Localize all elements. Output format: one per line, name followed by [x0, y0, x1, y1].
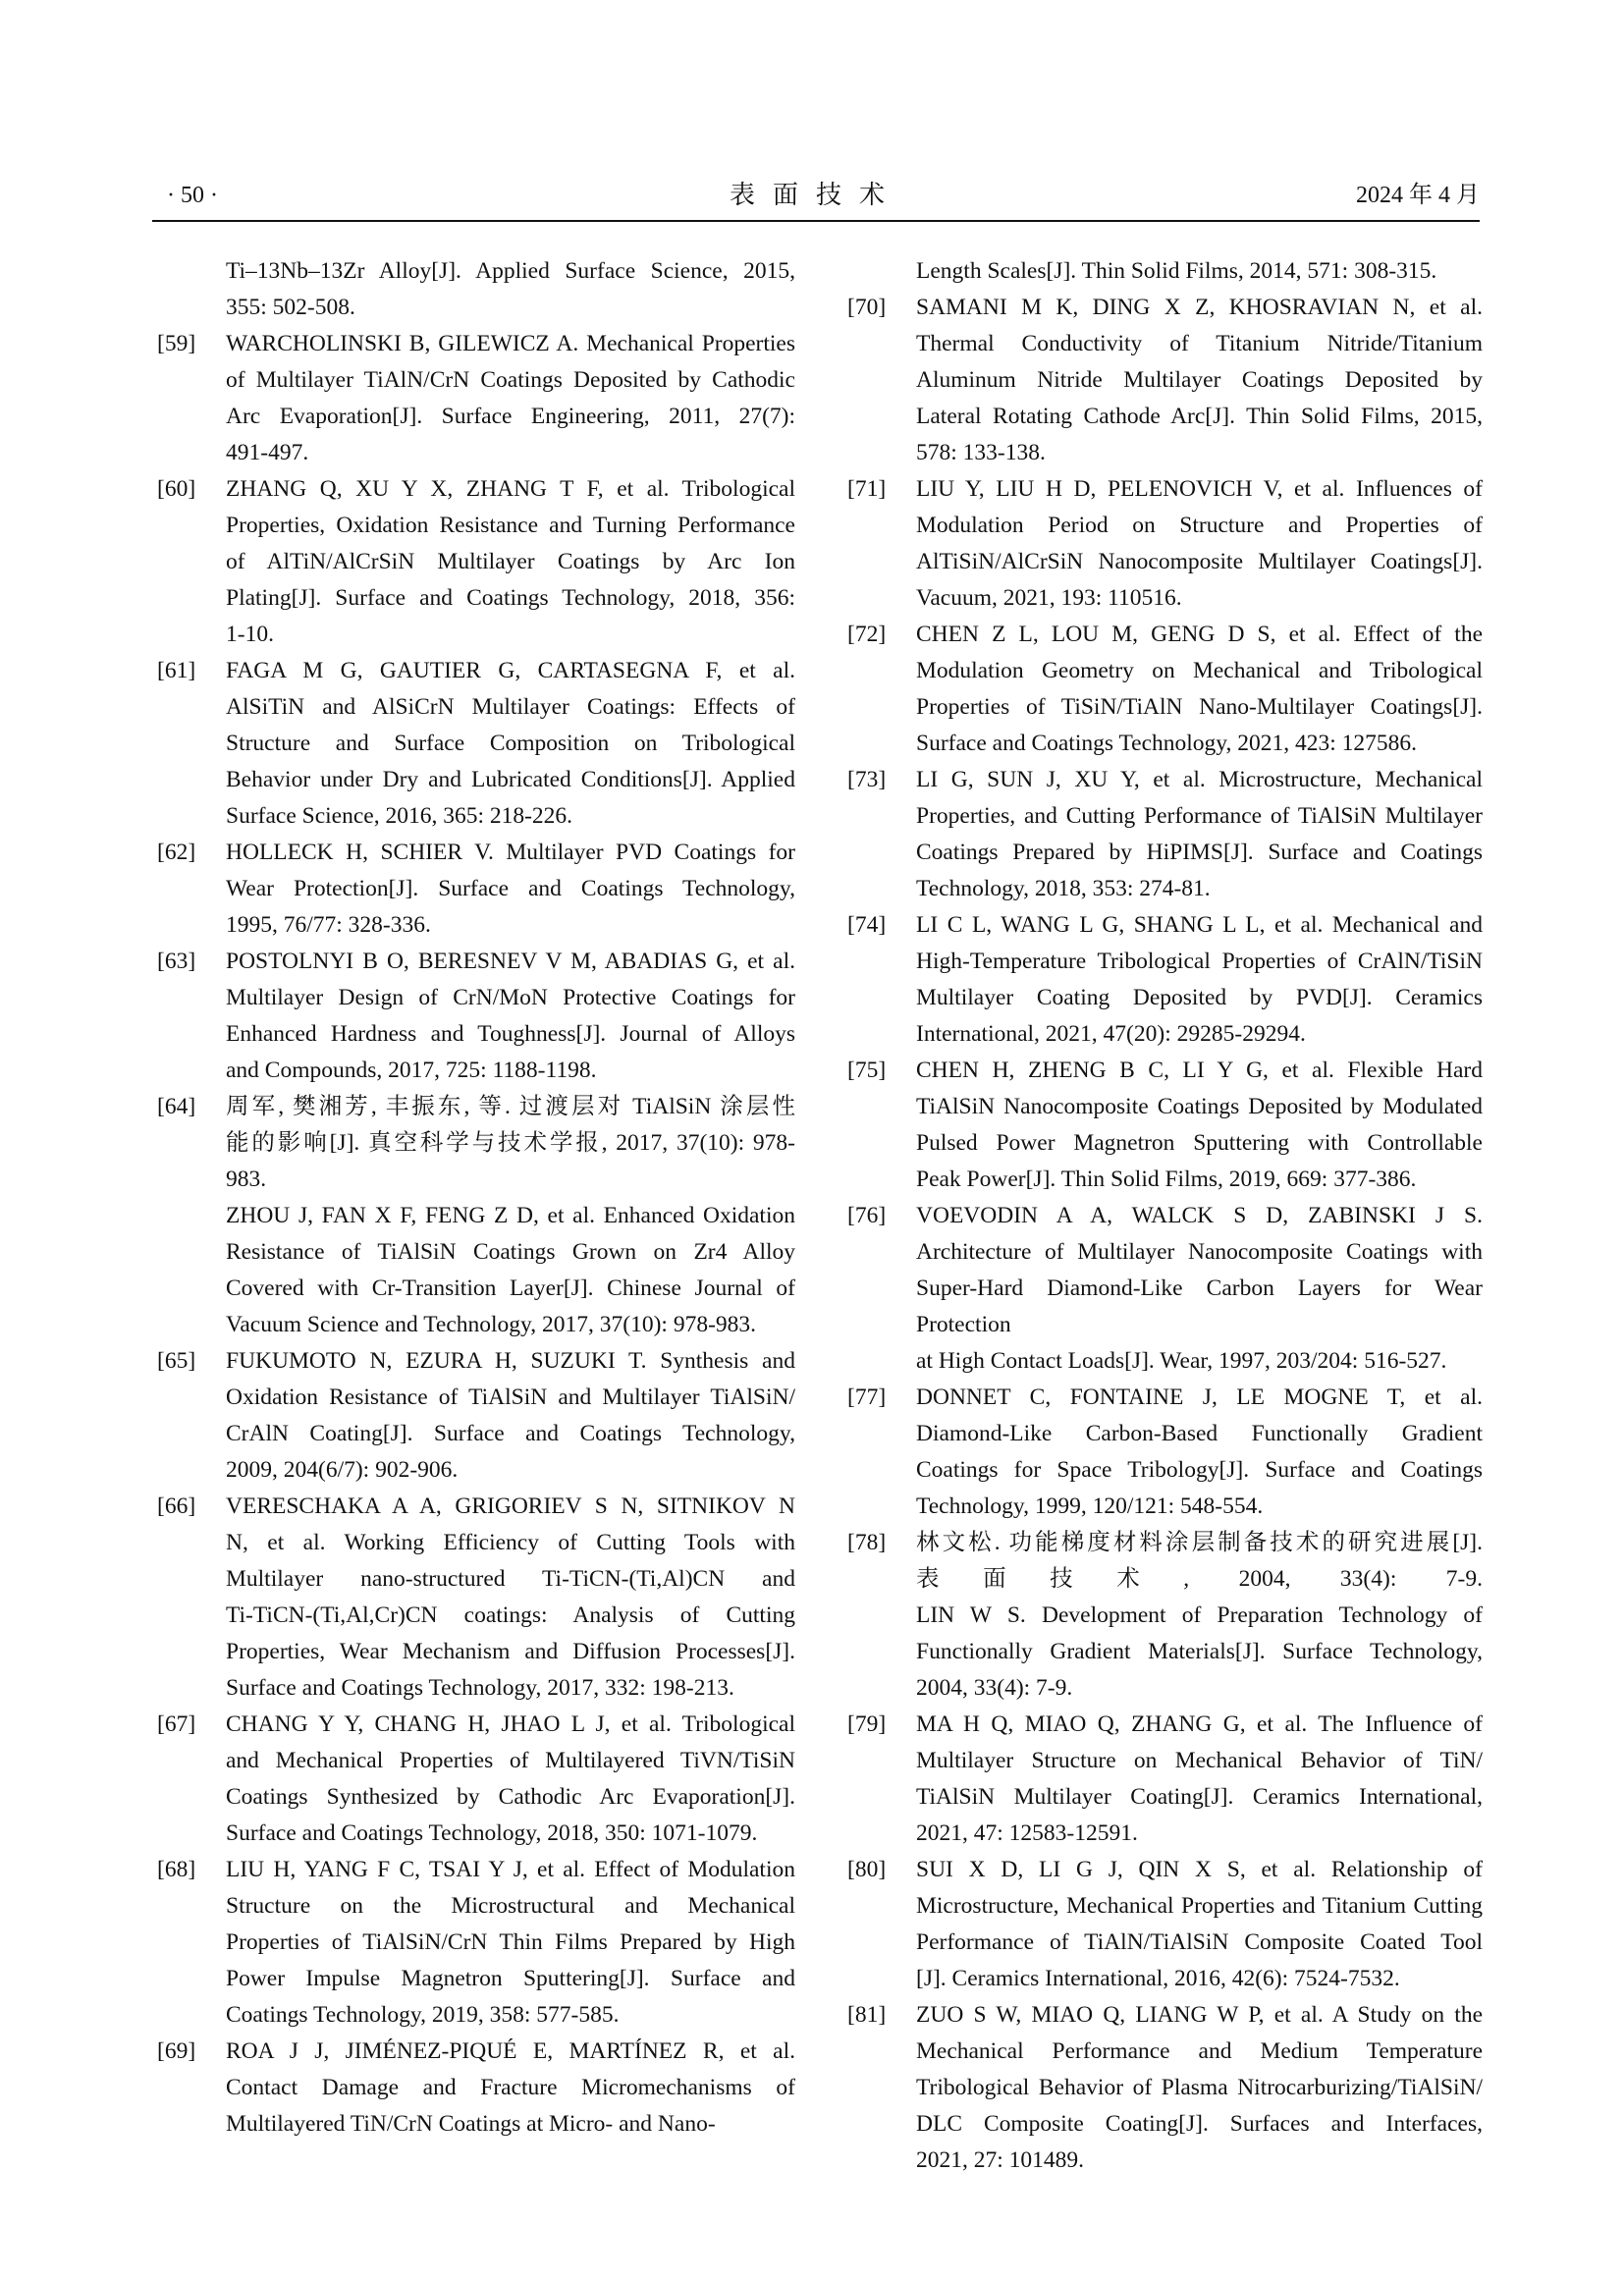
reference-number: [79] — [847, 1711, 887, 1737]
reference-line: Coatings Technology, 2019, 358: 577-585. — [226, 2002, 620, 2028]
reference-line: Mechanical Performance and Medium Temperature — [916, 2038, 1483, 2064]
issue-date: 2024 年 4 月 — [1356, 183, 1480, 208]
reference-entry — [157, 944, 795, 1089]
reference-number: [68] — [157, 1857, 196, 1882]
reference-line: 周军, 樊湘芳, 丰振东, 等. 过渡层对 TiAlSiN 涂层性 — [226, 1094, 795, 1119]
reference-line: and Compounds, 2017, 725: 1188-1198. — [226, 1058, 597, 1083]
reference-line: Lateral Rotating Cathode Arc[J]. Thin Solid Films, 2015, — [916, 404, 1483, 429]
reference-line: Properties, Oxidation Resistance and Turning Performance — [226, 513, 795, 538]
reference-number: [67] — [157, 1711, 196, 1737]
reference-line: Coatings for Space Tribology[J]. Surface and Coatings — [916, 1457, 1483, 1483]
reference-line: 2021, 47: 12583-12591. — [916, 1820, 1138, 1846]
reference-entry — [847, 1198, 1483, 1380]
reference-line: 355: 502-508. — [226, 295, 355, 320]
reference-number: [64] — [157, 1094, 196, 1119]
reference-line: International, 2021, 47(20): 29285-29294. — [916, 1021, 1306, 1047]
reference-line: SAMANI M K, DING X Z, KHOSRAVIAN N, et al. — [916, 295, 1483, 320]
reference-line: 1995, 76/77: 328-336. — [226, 912, 431, 938]
reference-entry — [157, 471, 795, 653]
reference-line: DLC Composite Coating[J]. Surfaces and Interfaces, — [916, 2111, 1483, 2137]
reference-line: TiAlSiN Multilayer Coating[J]. Ceramics International, — [916, 1784, 1483, 1810]
reference-line: ZHOU J, FAN X F, FENG Z D, et al. Enhanced Oxidation — [226, 1203, 795, 1228]
reference-line: Surface and Coatings Technology, 2021, 423: 127586. — [916, 731, 1418, 756]
reference-line: Multilayered TiN/CrN Coatings at Micro- and Nano- — [226, 2111, 716, 2137]
reference-line: AlTiSiN/AlCrSiN Nanocomposite Multilayer Coatings[J]. — [916, 549, 1483, 574]
reference-line: Coatings Prepared by HiPIMS[J]. Surface and Coatings — [916, 840, 1483, 865]
reference-line: of Multilayer TiAlN/CrN Coatings Deposited by Cathodic — [226, 367, 795, 393]
reference-line: LI G, SUN J, XU Y, et al. Microstructure, Mechanical — [916, 767, 1483, 792]
reference-line: ROA J J, JIMÉNEZ-PIQUÉ E, MARTÍNEZ R, et al. — [226, 2038, 795, 2064]
journal-title: 表面技术 — [729, 181, 902, 209]
reference-entry — [157, 835, 795, 944]
reference-number: [62] — [157, 840, 196, 865]
reference-line: VOEVODIN A A, WALCK S D, ZABINSKI J S. — [916, 1203, 1483, 1228]
reference-line: Surface and Coatings Technology, 2017, 332: 198-213. — [226, 1675, 734, 1701]
reference-line: Behavior under Dry and Lubricated Conditions[J]. Applied — [226, 767, 795, 792]
reference-line: 2009, 204(6/7): 902-906. — [226, 1457, 459, 1483]
reference-entry — [157, 1343, 795, 1489]
page-number: · 50 · — [167, 183, 218, 208]
reference-line: Ti-TiCN-(Ti,Al,Cr)CN coatings: Analysis of Cutting — [226, 1602, 795, 1628]
reference-number: [69] — [157, 2038, 196, 2064]
reference-line: Super-Hard Diamond-Like Carbon Layers for Wear Protection — [916, 1276, 1483, 1337]
reference-line: Properties of TiAlSiN/CrN Thin Films Prepared by High — [226, 1929, 795, 1955]
reference-line: Power Impulse Magnetron Sputtering[J]. Surface and — [226, 1966, 795, 1991]
reference-number: [70] — [847, 295, 887, 320]
reference-line: Multilayer Structure on Mechanical Behavior of TiN/ — [916, 1748, 1483, 1773]
reference-entry — [847, 1053, 1483, 1198]
page-header — [152, 175, 1480, 222]
reference-line: Covered with Cr-Transition Layer[J]. Chinese Journal of — [226, 1276, 795, 1301]
reference-number: [71] — [847, 476, 887, 502]
reference-line: VERESCHAKA A A, GRIGORIEV S N, SITNIKOV N — [226, 1493, 795, 1519]
reference-line: Surface Science, 2016, 365: 218-226. — [226, 803, 573, 829]
reference-line: Oxidation Resistance of TiAlSiN and Multilayer TiAlSiN/ — [226, 1384, 795, 1410]
reference-number: [61] — [157, 658, 196, 683]
reference-number: [73] — [847, 767, 887, 792]
reference-entry — [847, 253, 1483, 290]
reference-number: [66] — [157, 1493, 196, 1519]
reference-line: POSTOLNYI B O, BERESNEV V M, ABADIAS G, et al. — [226, 949, 795, 974]
reference-entry — [157, 1489, 795, 1707]
reference-line: at High Contact Loads[J]. Wear, 1997, 203/204: 516-527. — [916, 1348, 1447, 1374]
reference-line: Resistance of TiAlSiN Coatings Grown on Zr4 Alloy — [226, 1239, 795, 1265]
reference-line: Contact Damage and Fracture Micromechanisms of — [226, 2075, 795, 2100]
reference-line: LI C L, WANG L G, SHANG L L, et al. Mechanical and — [916, 912, 1483, 938]
reference-line: LIU Y, LIU H D, PELENOVICH V, et al. Influences of — [916, 476, 1483, 502]
reference-entry — [157, 2034, 795, 2143]
reference-line: ZUO S W, MIAO Q, LIANG W P, et al. A Study on the — [916, 2002, 1483, 2028]
reference-line: High-Temperature Tribological Properties of CrAlN/TiSiN — [916, 949, 1483, 974]
reference-line: 林文松. 功能梯度材料涂层制备技术的研究进展[J]. — [916, 1530, 1483, 1555]
reference-line: Modulation Geometry on Mechanical and Tribological — [916, 658, 1483, 683]
reference-number: [78] — [847, 1530, 887, 1555]
reference-line: Vacuum Science and Technology, 2017, 37(10): 978-983. — [226, 1312, 757, 1337]
reference-line: Technology, 1999, 120/121: 548-554. — [916, 1493, 1264, 1519]
reference-line: LIN W S. Development of Preparation Technology of — [916, 1602, 1483, 1628]
reference-number: [60] — [157, 476, 196, 502]
reference-entry — [847, 471, 1483, 617]
reference-line: Multilayer Design of CrN/MoN Protective Coatings for — [226, 985, 795, 1010]
reference-line: N, et al. Working Efficiency of Cutting Tools with — [226, 1530, 795, 1555]
reference-line: Surface and Coatings Technology, 2018, 350: 1071-1079. — [226, 1820, 758, 1846]
reference-entry — [847, 762, 1483, 907]
reference-entry — [157, 1707, 795, 1852]
reference-line: Wear Protection[J]. Surface and Coatings Technology, — [226, 876, 795, 901]
reference-line: SUI X D, LI G J, QIN X S, et al. Relationship of — [916, 1857, 1483, 1882]
reference-entry — [847, 290, 1483, 471]
reference-number: [74] — [847, 912, 887, 938]
reference-line: 1-10. — [226, 622, 274, 647]
reference-line: WARCHOLINSKI B, GILEWICZ A. Mechanical Properties — [226, 331, 795, 356]
reference-line: Thermal Conductivity of Titanium Nitride/Titanium — [916, 331, 1483, 356]
reference-line: 能的影响[J]. 真空科学与技术学报, 2017, 37(10): 978- — [226, 1130, 795, 1156]
reference-line: Structure on the Microstructural and Mechanical — [226, 1893, 795, 1919]
reference-line: CHEN Z L, LOU M, GENG D S, et al. Effect of the — [916, 622, 1483, 647]
reference-line: and Mechanical Properties of Multilayered TiVN/TiSiN — [226, 1748, 795, 1773]
reference-line: 2004, 33(4): 7-9. — [916, 1675, 1073, 1701]
reference-entry — [847, 1997, 1483, 2179]
reference-number: [77] — [847, 1384, 887, 1410]
reference-number: [75] — [847, 1058, 887, 1083]
reference-line: Multilayer nano-structured Ti-TiCN-(Ti,Al)CN and — [226, 1566, 795, 1592]
reference-line: Coatings Synthesized by Cathodic Arc Evaporation[J]. — [226, 1784, 795, 1810]
reference-line: [J]. Ceramics International, 2016, 42(6): 7524-7532. — [916, 1966, 1400, 1991]
reference-line: Arc Evaporation[J]. Surface Engineering, 2011, 27(7): — [226, 404, 795, 429]
reference-line: Modulation Period on Structure and Properties of — [916, 513, 1483, 538]
reference-number: [65] — [157, 1348, 196, 1374]
reference-entry — [157, 253, 795, 326]
reference-entry — [157, 1089, 795, 1343]
reference-line: TiAlSiN Nanocomposite Coatings Deposited by Modulated — [916, 1094, 1483, 1119]
reference-line: Multilayer Coating Deposited by PVD[J]. Ceramics — [916, 985, 1483, 1010]
reference-line: Enhanced Hardness and Toughness[J]. Journal of Alloys — [226, 1021, 795, 1047]
reference-line: Technology, 2018, 353: 274-81. — [916, 876, 1211, 901]
reference-line: of AlTiN/AlCrSiN Multilayer Coatings by Arc Ion — [226, 549, 795, 574]
reference-line: Structure and Surface Composition on Tribological — [226, 731, 795, 756]
reference-entry — [847, 1707, 1483, 1852]
reference-entry — [847, 1852, 1483, 1997]
reference-line: Architecture of Multilayer Nanocomposite Coatings with — [916, 1239, 1483, 1265]
reference-line: Length Scales[J]. Thin Solid Films, 2014, 571: 308-315. — [916, 258, 1437, 284]
reference-entry — [157, 653, 795, 835]
reference-line: CHEN H, ZHENG B C, LI Y G, et al. Flexible Hard — [916, 1058, 1483, 1083]
reference-number: [59] — [157, 331, 196, 356]
reference-line: Performance of TiAlN/TiAlSiN Composite Coated Tool — [916, 1929, 1483, 1955]
reference-line: ZHANG Q, XU Y X, ZHANG T F, et al. Tribological — [226, 476, 795, 502]
references-left-column — [157, 253, 795, 2143]
reference-line: Aluminum Nitride Multilayer Coatings Deposited by — [916, 367, 1483, 393]
reference-line: Properties, and Cutting Performance of TiAlSiN Multilayer — [916, 803, 1483, 829]
reference-line: 2021, 27: 101489. — [916, 2147, 1085, 2173]
reference-line: Tribological Behavior of Plasma Nitrocarburizing/TiAlSiN/ — [916, 2075, 1483, 2100]
reference-entry — [847, 1525, 1483, 1707]
reference-number: [72] — [847, 622, 887, 647]
reference-line: CHANG Y Y, CHANG H, JHAO L J, et al. Tribological — [226, 1711, 795, 1737]
reference-entry — [847, 617, 1483, 762]
reference-number: [63] — [157, 949, 196, 974]
reference-line: 491-497. — [226, 440, 309, 465]
references-right-column — [847, 253, 1483, 2179]
reference-line: Ti–13Nb–13Zr Alloy[J]. Applied Surface Science, 2015, — [226, 258, 795, 284]
reference-number: [81] — [847, 2002, 887, 2028]
reference-entry — [157, 1852, 795, 2034]
reference-line: Microstructure, Mechanical Properties and Titanium Cutting — [916, 1893, 1483, 1919]
reference-line: Diamond-Like Carbon-Based Functionally Gradient — [916, 1421, 1483, 1446]
reference-line: CrAlN Coating[J]. Surface and Coatings Technology, — [226, 1421, 795, 1446]
reference-line: Properties of TiSiN/TiAlN Nano-Multilayer Coatings[J]. — [916, 694, 1483, 720]
reference-line: Properties, Wear Mechanism and Diffusion Processes[J]. — [226, 1639, 795, 1664]
reference-entry — [157, 326, 795, 471]
reference-line: 983. — [226, 1167, 267, 1192]
reference-line: MA H Q, MIAO Q, ZHANG G, et al. The Influence of — [916, 1711, 1483, 1737]
reference-line: LIU H, YANG F C, TSAI Y J, et al. Effect of Modulation — [226, 1857, 795, 1882]
reference-line: Functionally Gradient Materials[J]. Surface Technology, — [916, 1639, 1483, 1664]
reference-line: Peak Power[J]. Thin Solid Films, 2019, 669: 377-386. — [916, 1167, 1417, 1192]
reference-line: 578: 133-138. — [916, 440, 1046, 465]
reference-line: Pulsed Power Magnetron Sputtering with Controllable — [916, 1130, 1483, 1156]
reference-line: DONNET C, FONTAINE J, LE MOGNE T, et al. — [916, 1384, 1483, 1410]
reference-line: 表面技术, 2004, 33(4): 7-9. — [916, 1566, 1483, 1592]
reference-entry — [847, 907, 1483, 1053]
reference-line: FUKUMOTO N, EZURA H, SUZUKI T. Synthesis and — [226, 1348, 795, 1374]
reference-line: FAGA M G, GAUTIER G, CARTASEGNA F, et al. — [226, 658, 795, 683]
reference-number: [80] — [847, 1857, 887, 1882]
reference-number: [76] — [847, 1203, 887, 1228]
reference-line: Vacuum, 2021, 193: 110516. — [916, 585, 1182, 611]
reference-entry — [847, 1380, 1483, 1525]
reference-line: AlSiTiN and AlSiCrN Multilayer Coatings: Effects of — [226, 694, 795, 720]
reference-line: HOLLECK H, SCHIER V. Multilayer PVD Coatings for — [226, 840, 795, 865]
reference-line: Plating[J]. Surface and Coatings Technology, 2018, 356: — [226, 585, 795, 611]
